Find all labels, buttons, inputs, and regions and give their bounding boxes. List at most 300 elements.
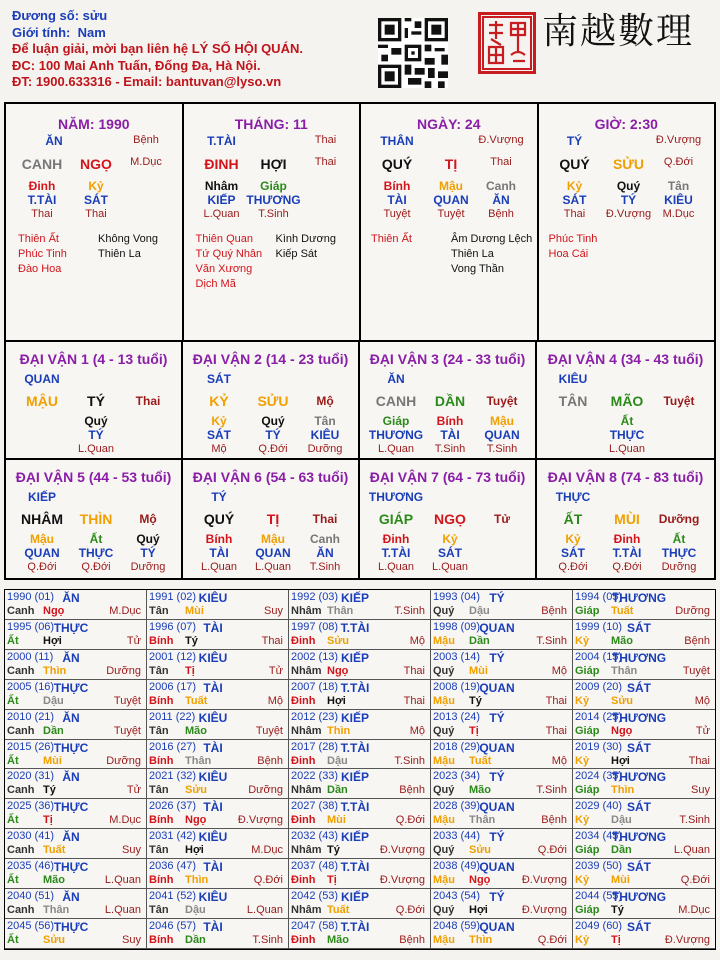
dai-van-hidden-stage: Q.Đới — [558, 561, 588, 573]
pillar-r2-cell: SỬU — [612, 156, 645, 172]
pillar-r2-cell: M.Dục — [130, 156, 162, 168]
year-branch: Mão — [469, 784, 491, 797]
year-stage: Dưỡng — [106, 754, 141, 767]
year-stage: Tuyệt — [113, 694, 141, 707]
year-branch: Dậu — [611, 814, 632, 827]
year-branch: Tý — [611, 904, 624, 917]
pillar-r3-cell: Mậu — [439, 179, 463, 193]
year-cell — [431, 859, 573, 889]
year-cell — [5, 829, 147, 859]
dai-van-ten-god: QUAN — [24, 372, 60, 386]
pillar-r2-cell: CANH — [21, 156, 63, 172]
year-stem: Ất — [7, 754, 19, 767]
year-stem: Đinh — [291, 694, 316, 707]
year-label: 2035 (46) — [7, 860, 55, 873]
year-label: 2002 (13) — [291, 650, 339, 663]
year-label: 2034 (45) — [575, 830, 623, 843]
year-stem: Quý — [433, 724, 455, 737]
year-branch: Mão — [185, 724, 207, 737]
year-cell — [5, 889, 147, 919]
year-label: 2046 (57) — [149, 920, 197, 933]
year-branch: Hợi — [327, 694, 346, 707]
year-stage: L.Quan — [673, 844, 710, 857]
pillar-star: Kiếp Sát — [275, 248, 318, 260]
year-cell — [5, 799, 147, 829]
year-ten-god: ĂN — [62, 591, 80, 605]
year-cell — [5, 919, 147, 949]
year-label: 2017 (28) — [291, 740, 339, 753]
year-ten-god: THỰC — [53, 740, 89, 755]
year-stage: Đ.Vượng — [379, 844, 425, 857]
pillar-star: Không Vong — [98, 233, 158, 245]
year-branch: Thân — [327, 605, 354, 617]
dai-van-ten-god: TÝ — [211, 490, 227, 504]
year-label: 2027 (38) — [291, 800, 339, 813]
dai-van-hidden-stage: Q.Đới — [27, 561, 57, 573]
year-ten-god: SÁT — [627, 920, 651, 935]
year-branch: Tị — [327, 874, 337, 887]
year-branch: Tuất — [185, 694, 208, 707]
year-cell — [573, 740, 715, 770]
year-stem: Đinh — [291, 814, 316, 827]
year-stem: Kỷ — [575, 634, 590, 647]
pillar-r3-cell: Canh — [486, 179, 516, 193]
year-cell — [289, 590, 431, 620]
year-stem: Quý — [433, 784, 455, 797]
dai-van-hidden-stem: Giáp — [382, 414, 410, 428]
year-stage: Đ.Vượng — [521, 904, 567, 917]
dai-van-6 — [183, 460, 360, 578]
dai-van-hidden-stage: Dưỡng — [130, 561, 166, 573]
dai-van-hidden-god: SÁT — [207, 428, 231, 442]
year-label: 2021 (32) — [149, 770, 197, 783]
year-stage: L.Quan — [104, 874, 141, 887]
year-stem: Ất — [7, 874, 19, 887]
year-ten-god: QUAN — [479, 800, 515, 815]
year-label: 2041 (52) — [149, 890, 197, 903]
year-label: 1992 (03) — [291, 591, 339, 603]
pillar-r2-cell: QUÝ — [381, 156, 413, 172]
year-stem: Kỷ — [575, 874, 590, 887]
year-stem: Ất — [7, 694, 19, 707]
year-branch: Dậu — [327, 754, 348, 767]
year-ten-god: TÀI — [203, 740, 223, 755]
year-stage: Tử — [695, 724, 710, 737]
dai-van-hidden-stage: L.Quan — [77, 443, 115, 455]
pillar-4 — [539, 104, 715, 340]
year-stem: Bính — [149, 934, 174, 947]
year-stage: Bệnh — [257, 754, 283, 767]
red-seal-stamp-icon — [478, 12, 536, 74]
year-stage: L.Quan — [104, 904, 141, 917]
year-cell — [147, 710, 289, 740]
year-branch: Tuất — [327, 904, 350, 917]
pillar-r4-cell: KIẾP — [207, 193, 236, 207]
pillar-r3-cell: Kỷ — [566, 179, 583, 193]
dai-van-hidden-god: THỰC — [609, 428, 645, 442]
year-branch: Dần — [185, 934, 206, 947]
year-stage: Suy — [691, 784, 710, 797]
pillar-r4-cell: KIÊU — [664, 193, 693, 207]
dai-van-stem: ẤT — [563, 511, 583, 527]
year-label: 2044 (55) — [575, 890, 623, 903]
year-ten-god: T.TÀI — [340, 800, 370, 815]
year-stem: Quý — [433, 605, 455, 617]
year-branch: Thân — [43, 904, 70, 917]
pillar-star: Thiên Quan — [195, 233, 253, 245]
year-label: 2045 (56) — [7, 920, 55, 933]
pillar-star: Thiên La — [98, 248, 141, 260]
year-stem: Quý — [433, 904, 455, 917]
dai-van-branch: TỊ — [266, 511, 280, 527]
year-cell — [431, 680, 573, 710]
year-stage: Tuyệt — [255, 724, 283, 737]
year-stage: Q.Đới — [537, 844, 567, 857]
year-stem: Tân — [149, 844, 169, 857]
pillar-r3-cell: Kỷ — [88, 179, 104, 193]
year-branch: Thìn — [43, 664, 67, 677]
pillar-r4-cell: THƯƠNG — [246, 193, 301, 207]
year-branch: Tý — [327, 844, 340, 857]
dai-van-hidden-god: T.TÀI — [612, 546, 642, 560]
dai-van-hidden-god: TÀI — [440, 428, 460, 442]
dai-van-hidden-stem: Kỷ — [442, 532, 458, 546]
year-stem: Quý — [433, 844, 455, 857]
year-cell — [289, 859, 431, 889]
year-ten-god: KIẾP — [340, 770, 370, 785]
pillar-r4-cell: ĂN — [492, 193, 510, 207]
year-stage: Mộ — [551, 664, 567, 677]
year-stem: Quý — [433, 664, 455, 677]
address-line: ĐC: 100 Mai Anh Tuấn, Đống Đa, Hà Nội. — [12, 57, 261, 73]
dai-van-stem: GIÁP — [378, 511, 414, 527]
year-cell — [289, 919, 431, 949]
dai-van-4 — [537, 342, 714, 460]
dai-van-hidden-god: TÀI — [209, 546, 229, 560]
year-cell — [5, 650, 147, 680]
year-stem: Canh — [7, 904, 35, 917]
dai-van-hidden-god: TÝ — [88, 428, 104, 442]
pillar-star: Thiên Ất — [18, 233, 59, 245]
year-cell — [5, 590, 147, 620]
dai-van-hidden-stage: T.Sinh — [486, 443, 518, 455]
year-label: 1997 (08) — [291, 620, 339, 633]
year-ten-god: THƯƠNG — [611, 770, 667, 785]
year-label: 2010 (21) — [7, 710, 55, 723]
year-stem: Bính — [149, 694, 174, 707]
year-label: 2036 (47) — [149, 860, 197, 873]
dai-van-branch: TÝ — [87, 393, 105, 409]
year-label: 1996 (07) — [149, 620, 197, 633]
year-stem: Canh — [7, 784, 35, 797]
year-cell — [573, 680, 715, 710]
year-stem: Bính — [149, 754, 174, 767]
year-cell — [573, 590, 715, 620]
year-label: 2020 (31) — [7, 770, 55, 783]
year-stem: Mậu — [433, 934, 455, 947]
dai-van-hidden-stem: Quý — [84, 414, 108, 428]
year-cell — [5, 680, 147, 710]
dai-van-ten-god: KIẾP — [27, 490, 57, 504]
year-label: 2043 (54) — [433, 890, 481, 903]
year-stage: Tử — [126, 784, 141, 797]
dai-van-hidden-stage: Dưỡng — [307, 443, 343, 455]
dai-van-hidden-stem: Mậu — [261, 532, 285, 546]
year-stage: T.Sinh — [536, 784, 567, 797]
year-branch: Dậu — [469, 605, 490, 617]
year-label: 1994 (05) — [575, 591, 623, 603]
year-stem: Giáp — [575, 724, 600, 737]
year-branch: Tuất — [611, 605, 634, 617]
dai-van-hidden-stem: Bính — [205, 532, 233, 546]
year-branch: Sửu — [469, 844, 492, 857]
year-stage: Q.Đới — [253, 874, 283, 887]
year-ten-god: THƯƠNG — [611, 650, 667, 665]
year-stem: Ất — [7, 634, 19, 647]
year-label: 2007 (18) — [291, 680, 339, 693]
year-ten-god: TÝ — [489, 890, 505, 905]
year-ten-god: KIẾP — [340, 650, 370, 665]
dai-van-ten-god: THƯƠNG — [368, 490, 424, 504]
year-cell — [5, 740, 147, 770]
year-branch: Thân — [611, 664, 638, 677]
dai-van-hidden-god: KIÊU — [310, 428, 340, 442]
year-cell — [431, 799, 573, 829]
year-ten-god: KIÊU — [198, 890, 228, 905]
pillar-r5-cell: L.Quan — [203, 208, 240, 220]
pillar-r2-cell: HỢI — [260, 156, 287, 172]
year-ten-god: KIẾP — [340, 710, 370, 725]
pillar-1 — [6, 104, 184, 340]
dai-van-hidden-stage: L.Quan — [377, 561, 415, 573]
year-label: 1991 (02) — [149, 591, 197, 603]
year-stage: Thai — [403, 694, 425, 707]
pillar-r5-cell: Bệnh — [488, 208, 514, 220]
year-cell — [147, 740, 289, 770]
dai-van-hidden-god: SÁT — [438, 546, 462, 560]
year-stage: Q.Đới — [537, 934, 567, 947]
dai-van-stem: CANH — [375, 393, 417, 409]
year-ten-god: KIẾP — [340, 591, 370, 605]
dai-van-stem: KỶ — [209, 393, 229, 409]
year-label: 2029 (40) — [575, 800, 623, 813]
year-stem: Nhâm — [291, 784, 322, 797]
year-branch: Thìn — [469, 934, 493, 947]
year-cell — [147, 829, 289, 859]
year-stage: T.Sinh — [679, 814, 710, 827]
year-stage: M.Dục — [251, 844, 283, 857]
year-ten-god: TÀI — [203, 620, 223, 635]
year-stage: M.Dục — [678, 904, 710, 917]
four-pillars-table — [4, 102, 716, 342]
year-branch: Ngọ — [43, 605, 65, 617]
dai-van-hidden-stem: Ất — [672, 532, 686, 546]
year-branch: Mùi — [43, 754, 62, 767]
pillar-r2-cell: TỊ — [444, 156, 458, 172]
year-stem: Giáp — [575, 784, 600, 797]
year-ten-god: KIÊU — [198, 591, 228, 605]
year-stem: Tân — [149, 664, 169, 677]
dai-van-stage: Tuyệt — [663, 394, 695, 408]
owner-line: Đương số: sửu — [12, 8, 108, 23]
year-stage: Đ.Vượng — [664, 934, 710, 947]
year-stem: Bính — [149, 814, 174, 827]
year-stage: Tuyệt — [113, 724, 141, 737]
dai-van-stage: Tử — [493, 512, 511, 526]
year-branch: Dậu — [185, 904, 206, 917]
year-stem: Tân — [149, 904, 169, 917]
dai-van-1 — [6, 342, 183, 460]
year-stem: Bính — [149, 874, 174, 887]
dai-van-hidden-stage: L.Quan — [200, 561, 238, 573]
year-cell — [147, 769, 289, 799]
year-label: 2004 (15) — [575, 650, 623, 663]
year-branch: Ngọ — [611, 724, 633, 737]
year-stem: Giáp — [575, 605, 600, 617]
dai-van-hidden-god: ĂN — [316, 546, 334, 560]
year-stem: Kỷ — [575, 934, 590, 947]
year-stage: Mộ — [551, 754, 567, 767]
year-cell — [573, 650, 715, 680]
year-ten-god: THỰC — [53, 680, 89, 695]
pillar-r1-cell: T.TÀI — [207, 134, 236, 148]
year-label: 2008 (19) — [433, 680, 481, 693]
year-branch: Ngọ — [185, 814, 207, 827]
year-stem: Canh — [7, 724, 35, 737]
dai-van-branch: NGỌ — [434, 511, 466, 527]
year-stage: Suy — [122, 844, 141, 857]
year-label: 1990 (01) — [7, 591, 55, 603]
pillar-title: NGÀY: 24 — [416, 116, 481, 132]
year-ten-god: T.TÀI — [340, 680, 370, 695]
year-label: 2001 (12) — [149, 650, 197, 663]
dai-van-stage: Mộ — [316, 394, 334, 408]
year-cell — [573, 889, 715, 919]
year-ten-god: KIẾP — [340, 890, 370, 905]
year-branch: Sửu — [327, 634, 350, 647]
pillar-star: Tứ Quý Nhân — [195, 248, 263, 260]
pillar-star: Thiên La — [451, 248, 494, 260]
dai-van-stage: Thai — [312, 512, 338, 526]
year-cell — [431, 919, 573, 949]
year-branch: Thìn — [611, 784, 635, 797]
year-branch: Tị — [469, 724, 479, 737]
pillar-star: Kình Dương — [275, 233, 336, 245]
dai-van-hidden-stage: Mộ — [211, 443, 227, 455]
year-stage: Suy — [264, 605, 283, 617]
dai-van-branch: MÃO — [610, 393, 644, 409]
year-stage: T.Sinh — [252, 934, 283, 947]
dai-van-branch: SỬU — [257, 393, 289, 409]
dai-van-title: ĐẠI VẬN 7 (64 - 73 tuổi) — [369, 469, 526, 485]
year-label: 2038 (49) — [433, 860, 481, 873]
pillar-r4-cell: QUAN — [433, 193, 469, 207]
year-ten-god: T.TÀI — [340, 740, 370, 755]
year-stage: Suy — [122, 934, 141, 947]
year-cell — [289, 650, 431, 680]
year-stage: Q.Đới — [395, 904, 425, 917]
year-label: 2016 (27) — [149, 740, 197, 753]
dai-van-branch: DẦN — [434, 393, 466, 409]
pillar-r3-cell: Nhâm — [204, 179, 239, 193]
dai-van-title: ĐẠI VẬN 1 (4 - 13 tuổi) — [19, 351, 168, 367]
pillar-r4-cell: TÀI — [387, 193, 407, 207]
year-ten-god: TÝ — [489, 591, 505, 605]
year-label: 2028 (39) — [433, 800, 481, 813]
year-ten-god: QUAN — [479, 680, 515, 695]
dai-van-title: ĐẠI VẬN 6 (54 - 63 tuổi) — [192, 469, 349, 485]
dai-van-hidden-stage: T.Sinh — [309, 561, 341, 573]
year-label: 2026 (37) — [149, 800, 197, 813]
year-cell — [573, 919, 715, 949]
year-label: 2042 (53) — [291, 890, 339, 903]
contact-line: Để luận giải, mời bạn liên hệ LÝ SỐ HỘI QUÁN. — [12, 41, 303, 56]
year-cell — [147, 859, 289, 889]
year-ten-god: TÀI — [203, 920, 223, 935]
year-ten-god: QUAN — [479, 620, 515, 635]
year-ten-god: T.TÀI — [340, 620, 370, 635]
year-label: 2037 (48) — [291, 860, 339, 873]
pillar-r1-cell: Thai — [314, 134, 337, 146]
year-cell — [289, 620, 431, 650]
dai-van-hidden-stage: L.Quan — [431, 561, 469, 573]
dai-van-5 — [6, 460, 183, 578]
year-stem: Nhâm — [291, 904, 322, 917]
year-label: 2031 (42) — [149, 830, 197, 843]
year-cell — [573, 769, 715, 799]
dai-van-stem: NHÂM — [21, 511, 63, 527]
pillar-r5-cell: Tuyệt — [437, 208, 465, 220]
pillar-r1-cell: Đ.Vượng — [478, 134, 524, 146]
dai-van-hidden-stage: Q.Đới — [258, 443, 288, 455]
year-label: 1998 (09) — [433, 620, 481, 633]
year-cell — [573, 829, 715, 859]
year-branch: Mão — [43, 874, 65, 887]
year-branch: Mão — [611, 634, 633, 647]
year-cell — [431, 769, 573, 799]
pillar-r2-cell: QUÝ — [559, 156, 590, 172]
year-label: 2023 (34) — [433, 770, 481, 783]
year-stem: Tân — [149, 605, 169, 617]
year-cell — [431, 620, 573, 650]
year-label: 2018 (29) — [433, 740, 481, 753]
year-branch: Dần — [469, 634, 490, 647]
year-stage: Bệnh — [399, 784, 425, 797]
pillar-r1-cell: ĂN — [45, 134, 63, 148]
year-cell — [5, 710, 147, 740]
year-stem: Mậu — [433, 754, 455, 767]
year-ten-god: THƯƠNG — [611, 830, 667, 845]
year-label: 2013 (24) — [433, 710, 481, 723]
pillar-r5-cell: T.Sinh — [258, 208, 289, 220]
year-label: 2006 (17) — [149, 680, 197, 693]
brand-logo: 南越數理 — [542, 11, 695, 52]
year-stem: Mậu — [433, 814, 455, 827]
year-stage: Dưỡng — [106, 664, 141, 677]
pillar-r4-cell: T.TÀI — [27, 193, 57, 207]
pillar-r3-cell: Bính — [383, 179, 411, 193]
dai-van-ten-god: ĂN — [387, 372, 405, 386]
year-label: 2048 (59) — [433, 920, 481, 933]
year-branch: Thân — [185, 754, 212, 767]
year-cell — [147, 620, 289, 650]
year-cell — [431, 829, 573, 859]
year-branch: Mùi — [327, 814, 346, 827]
dai-van-hidden-stem: Kỷ — [565, 532, 581, 546]
dai-van-hidden-stem: Tân — [314, 414, 336, 428]
pillar-r5-cell: Tuyệt — [383, 208, 411, 220]
dai-van-branch: THÌN — [79, 511, 113, 527]
